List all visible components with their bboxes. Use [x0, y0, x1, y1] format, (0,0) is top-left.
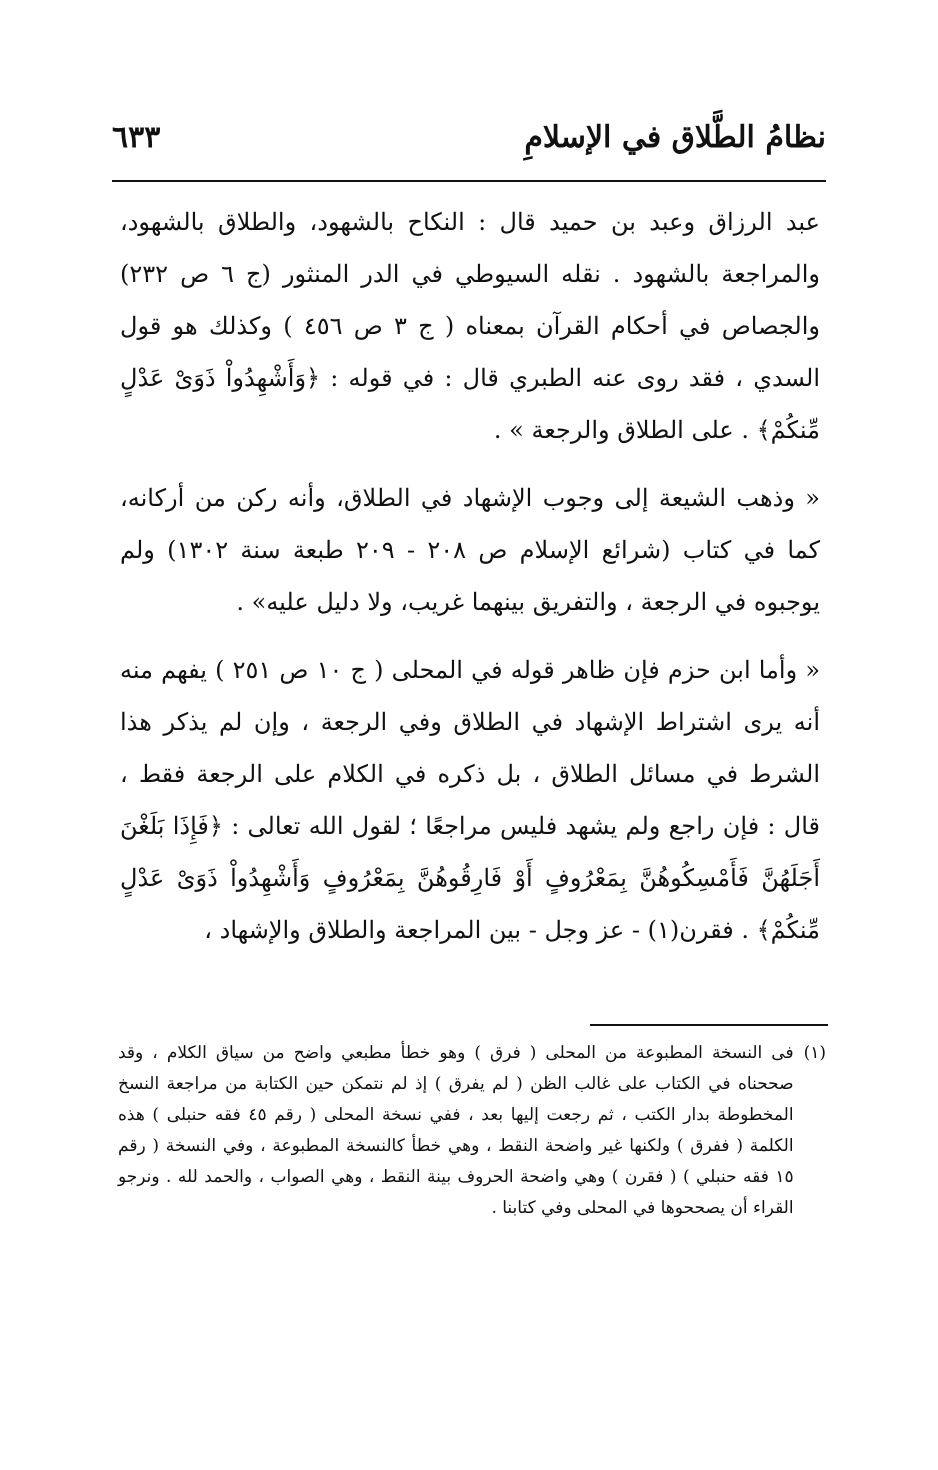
- footnote-divider: [590, 1024, 828, 1026]
- paragraph-3: « وأما ابن حزم فإن ظاهر قوله في المحلى ( ج ١٠ ص ٢٥١ ) يفهم منه أنه يرى اشتراط الإشهاد في الطلاق وفي الرجعة ، وإن لم يذكر هذا الشرط في مسائل الطلاق ، بل ذكره في الكلام على الرجعة فقط ، قال : فإن راجع ولم يشهد فليس مراجعًا ؛ لقول الله تعالى : ﴿فَإِذَا بَلَغْنَ أَجَلَهُنَّ فَأَمْسِكُوهُنَّ بِمَعْرُوفٍ أَوْ فَارِقُوهُنَّ بِمَعْرُوفٍ وَأَشْهِدُواْ ذَوَىْ عَدْلٍ مِّنكُمْ﴾ . فقرن(١) - عز وجل - بين المراجعة والطلاق والإشهاد ،: [120, 656, 820, 944]
- footnote-marker: (١): [803, 1043, 826, 1063]
- header-divider: [112, 180, 826, 182]
- paragraph-2: « وذهب الشيعة إلى وجوب الإشهاد في الطلاق، وأنه ركن من أركانه، كما في كتاب (شرائع الإسلام ص ٢٠٨ - ٢٠٩ طبعة سنة ١٣٠٢) ولم يوجبوه في الرجعة ، والتفريق بينهما غريب، ولا دليل عليه» .: [120, 484, 820, 616]
- running-title: نظامُ الطَّلاق في الإسلامِ: [524, 120, 826, 155]
- footnote-text: فى النسخة المطبوعة من المحلى ( فرق ) وهو خطأ مطبعي واضح من سياق الكلام ، وقد صححناه في الكتاب على غالب الظن ( لم يفرق ) إذ لم نتمكن حين الكتابة من مراجعة النسخ المخطوطة بدار الكتب ، ثم رجعت إليها بعد ، ففي نسخة المحلى ( رقم ٤٥ فقه حنبلى ) هذه الكلمة ( ففرق ) ولكنها غير واضحة النقط ، وهي خطأ كالنسخة المطبوعة ، وفي النسخة ( رقم ١٥ فقه حنبلي ) ( فقرن ) وهي واضحة الحروف بينة النقط ، وهي الصواب ، والحمد لله . ونرجو القراء أن يصححوها في المحلى وفي كتابنا .: [118, 1043, 794, 1218]
- footnote: [118, 1038, 826, 1224]
- page-header: [112, 120, 826, 176]
- footnote-row: [118, 1038, 826, 1224]
- main-text: [120, 196, 820, 956]
- page-number: ٦٣٣: [112, 120, 161, 155]
- paragraph-1: عبد الرزاق وعبد بن حميد قال : النكاح بالشهود، والطلاق بالشهود، والمراجعة بالشهود . نقله السيوطي في الدر المنثور (ج ٦ ص ٢٣٢) والجصاص في أحكام القرآن بمعناه ( ج ٣ ص ٤٥٦ ) وكذلك هو قول السدي ، فقد روى عنه الطبري قال : في قوله : ﴿وَأَشْهِدُواْ ذَوَىْ عَدْلٍ مِّنكُمْ﴾ . على الطلاق والرجعة » .: [120, 208, 820, 444]
